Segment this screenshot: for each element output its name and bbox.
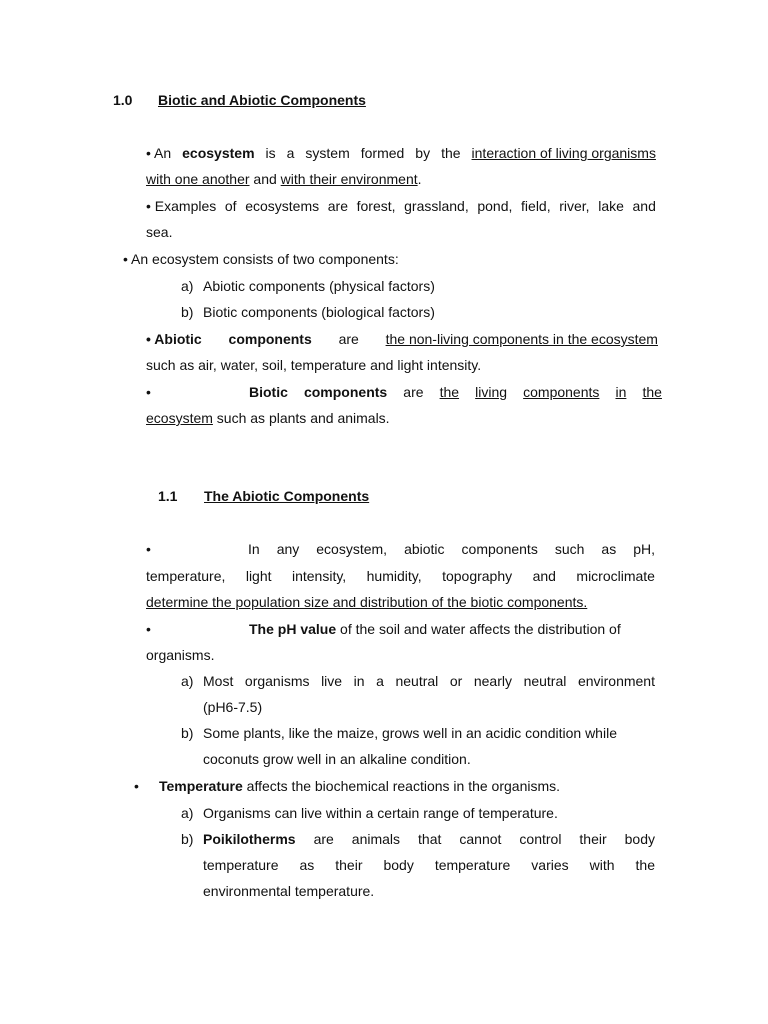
- list-marker: a): [181, 278, 194, 294]
- list-item-ph-b-line-2: coconuts grow well in an alkaline condition.: [203, 751, 471, 767]
- paragraph-abiotic-factors-line-1: In any ecosystem, abiotic components such as pH,: [248, 541, 655, 557]
- bullet: •: [146, 331, 151, 347]
- bullet: •: [146, 145, 151, 161]
- paragraph-abiotic-line-1: • Abiotic components are the non-living components in the ecosystem: [146, 331, 658, 347]
- section-number-1-0: 1.0: [113, 92, 133, 108]
- paragraph-abiotic-factors-line-2: temperature, light intensity, humidity, topography and microclimate: [146, 568, 655, 584]
- bullet: •: [123, 251, 128, 267]
- section-number-1-1: 1.1: [158, 488, 178, 504]
- list-item-temperature-b-line-1: Poikilotherms are animals that cannot control their body: [203, 831, 655, 847]
- list-item-abiotic: Abiotic components (physical factors): [203, 278, 435, 294]
- term-poikilotherms: Poikilotherms: [203, 831, 296, 847]
- paragraph-biotic-line-1: Biotic components are the living components in the: [249, 384, 662, 400]
- paragraph-examples-line-2: sea.: [146, 224, 173, 240]
- paragraph-temperature-line-1: Temperature affects the biochemical reactions in the organisms.: [159, 778, 561, 794]
- list-item-ph-a-line-1: Most organisms live in a neutral or nearly neutral environment: [203, 673, 655, 689]
- bullet: •: [146, 541, 151, 557]
- underlined-phrase: interaction of living organisms: [471, 145, 656, 161]
- paragraph-abiotic-line-2: such as air, water, soil, temperature and light intensity.: [146, 357, 482, 373]
- paragraph-ph-line-2: organisms.: [146, 647, 215, 663]
- bullet: •: [146, 198, 151, 214]
- list-marker: b): [181, 831, 194, 847]
- list-item-ph-a-line-2: (pH6-7.5): [203, 699, 263, 715]
- term-temperature: Temperature: [159, 778, 243, 794]
- bullet: •: [146, 384, 151, 400]
- list-marker: a): [181, 805, 194, 821]
- list-item-temperature-b-line-2: temperature as their body temperature varies with the: [203, 857, 655, 873]
- paragraph-components: • An ecosystem consists of two components:: [123, 251, 399, 267]
- section-title-1-1: The Abiotic Components: [204, 488, 370, 504]
- paragraph-biotic-line-2: ecosystem such as plants and animals.: [146, 410, 390, 426]
- term-ph-value: The pH value: [249, 621, 337, 637]
- bullet: •: [146, 621, 151, 637]
- section-title-1-0: Biotic and Abiotic Components: [158, 92, 366, 108]
- list-marker: b): [181, 725, 194, 741]
- paragraph-ph-line-1: The pH value of the soil and water affects the distribution of: [249, 621, 621, 637]
- bullet: •: [134, 778, 139, 794]
- paragraph-abiotic-factors-line-3: determine the population size and distribution of the biotic components.: [146, 594, 588, 610]
- list-item-temperature-b-line-3: environmental temperature.: [203, 883, 375, 899]
- term-ecosystem: ecosystem: [182, 145, 255, 161]
- paragraph-ecosystem-line-2: with one another and with their environment.: [146, 171, 422, 187]
- list-marker: a): [181, 673, 194, 689]
- list-marker: b): [181, 304, 194, 320]
- list-item-ph-b-line-1: Some plants, like the maize, grows well in an acidic condition while: [203, 725, 617, 741]
- paragraph-examples-line-1: • Examples of ecosystems are forest, grassland, pond, field, river, lake and: [146, 198, 656, 214]
- list-item-temperature-a: Organisms can live within a certain range of temperature.: [203, 805, 558, 821]
- list-item-biotic: Biotic components (biological factors): [203, 304, 435, 320]
- paragraph-ecosystem-line-1: • An ecosystem is a system formed by the interaction of living organisms: [146, 145, 656, 161]
